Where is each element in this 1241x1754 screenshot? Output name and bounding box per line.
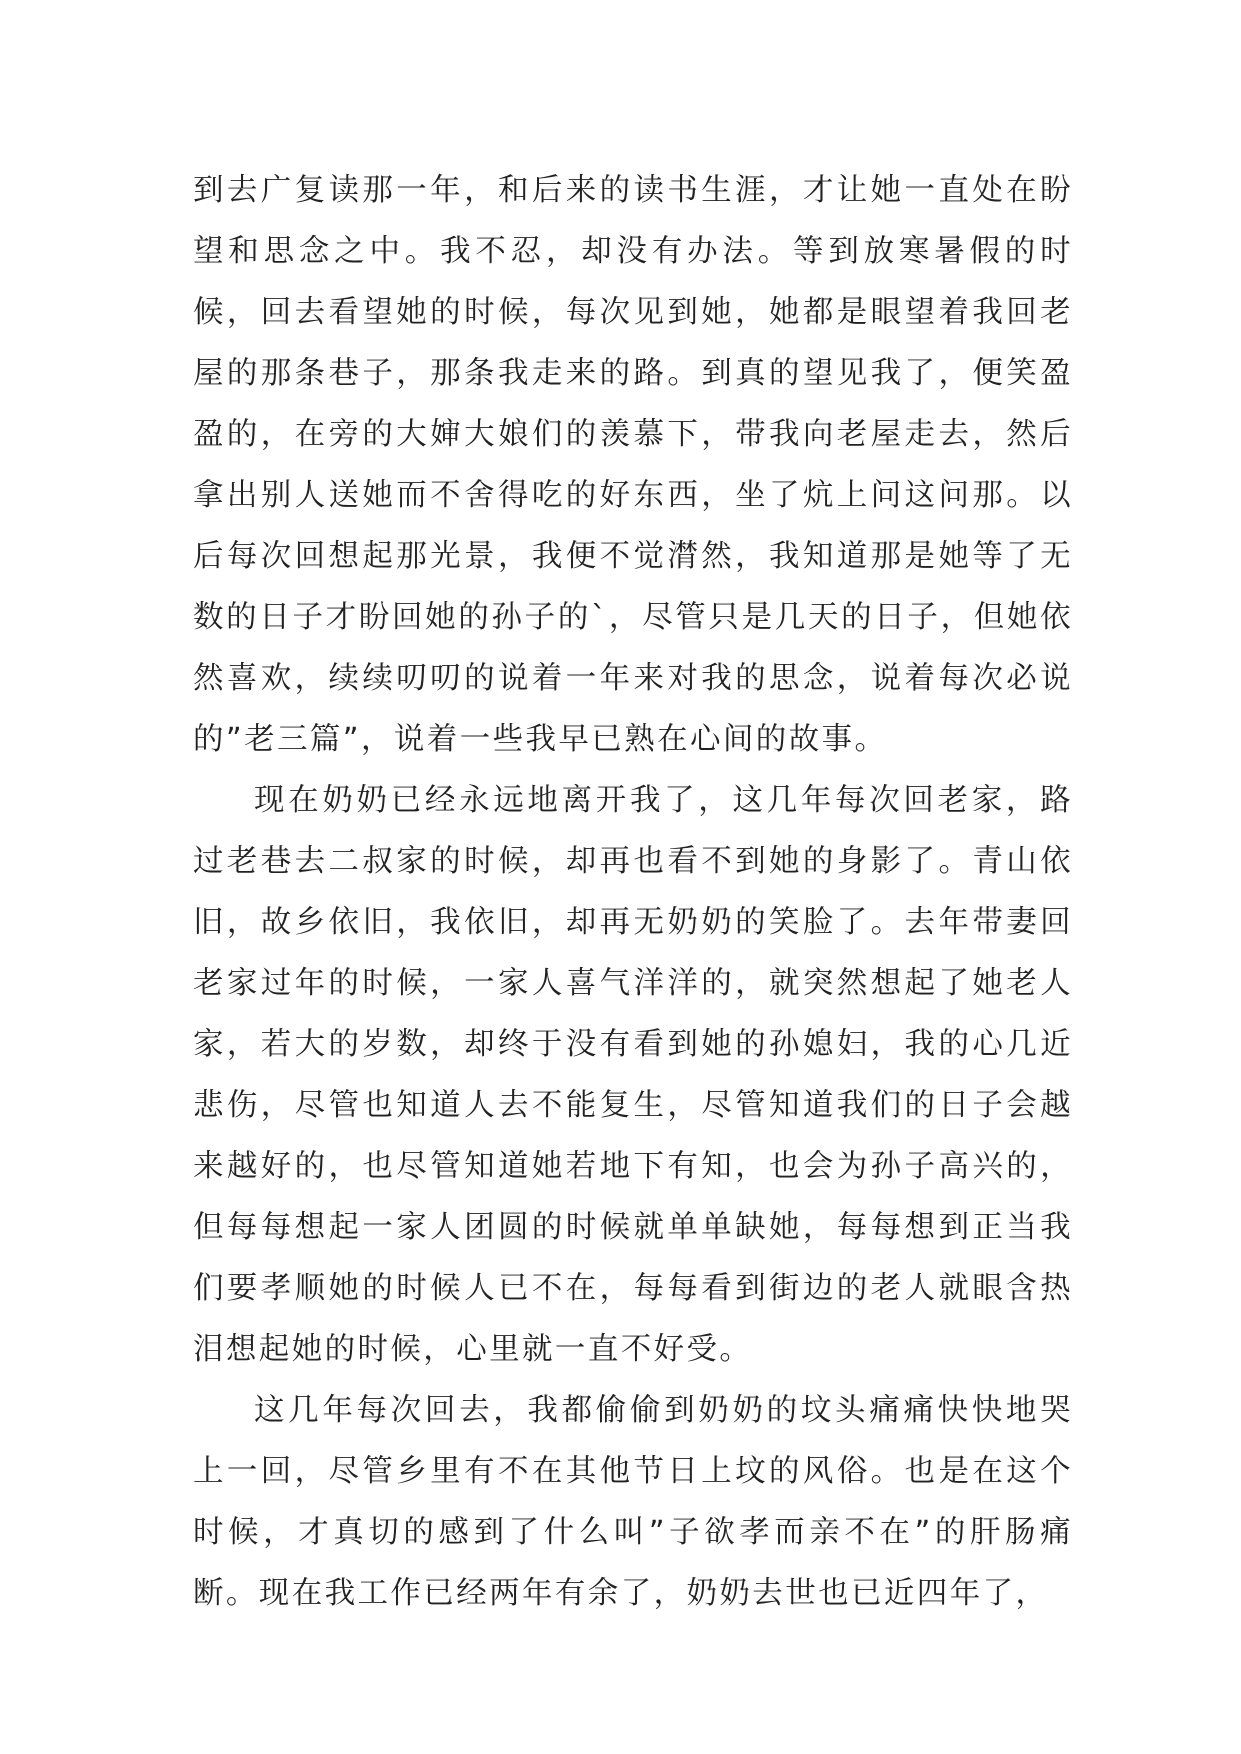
body-text xyxy=(193,160,1073,1624)
paragraph-2: 现在奶奶已经永远地离开我了，这几年每次回老家，路过老巷去二叔家的时候，却再也看不到她的身影了。青山依旧，故乡依旧，我依旧，却再无奶奶的笑脸了。去年带妻回老家过年的时候，一家人喜气洋洋的，就突然想起了她老人家，若大的岁数，却终于没有看到她的孙媳妇，我的心几近悲伤，尽管也知道人去不能复生，尽管知道我们的日子会越来越好的，也尽管知道她若地下有知，也会为孙子高兴的，但每每想起一家人团圆的时候就单单缺她，每每想到正当我们要孝顺她的时候人已不在，每每看到街边的老人就眼含热泪想起她的时候，心里就一直不好受。 xyxy=(193,783,1073,1367)
paragraph-3: 这几年每次回去，我都偷偷到奶奶的坟头痛痛快快地哭上一回，尽管乡里有不在其他节日上坟的风俗。也是在这个时候，才真切的感到了什么叫”子欲孝而亲不在”的肝肠痛断。现在我工作已经两年有余了，奶奶去世也已近四年了， xyxy=(193,1393,1073,1611)
paragraph-1: 到去广复读那一年，和后来的读书生涯，才让她一直处在盼望和思念之中。我不忍，却没有办法。等到放寒暑假的时候，回去看望她的时候，每次见到她，她都是眼望着我回老屋的那条巷子，那条我走来的路。到真的望见我了，便笑盈盈的，在旁的大婶大娘们的羡慕下，带我向老屋走去，然后拿出别人送她而不舍得吃的好东西，坐了炕上问这问那。以后每次回想起那光景，我便不觉潸然，我知道那是她等了无数的日子才盼回她的孙子的`，尽管只是几天的日子，但她依然喜欢，续续叨叨的说着一年来对我的思念，说着每次必说的”老三篇”，说着一些我早已熟在心间的故事。 xyxy=(193,173,1073,757)
